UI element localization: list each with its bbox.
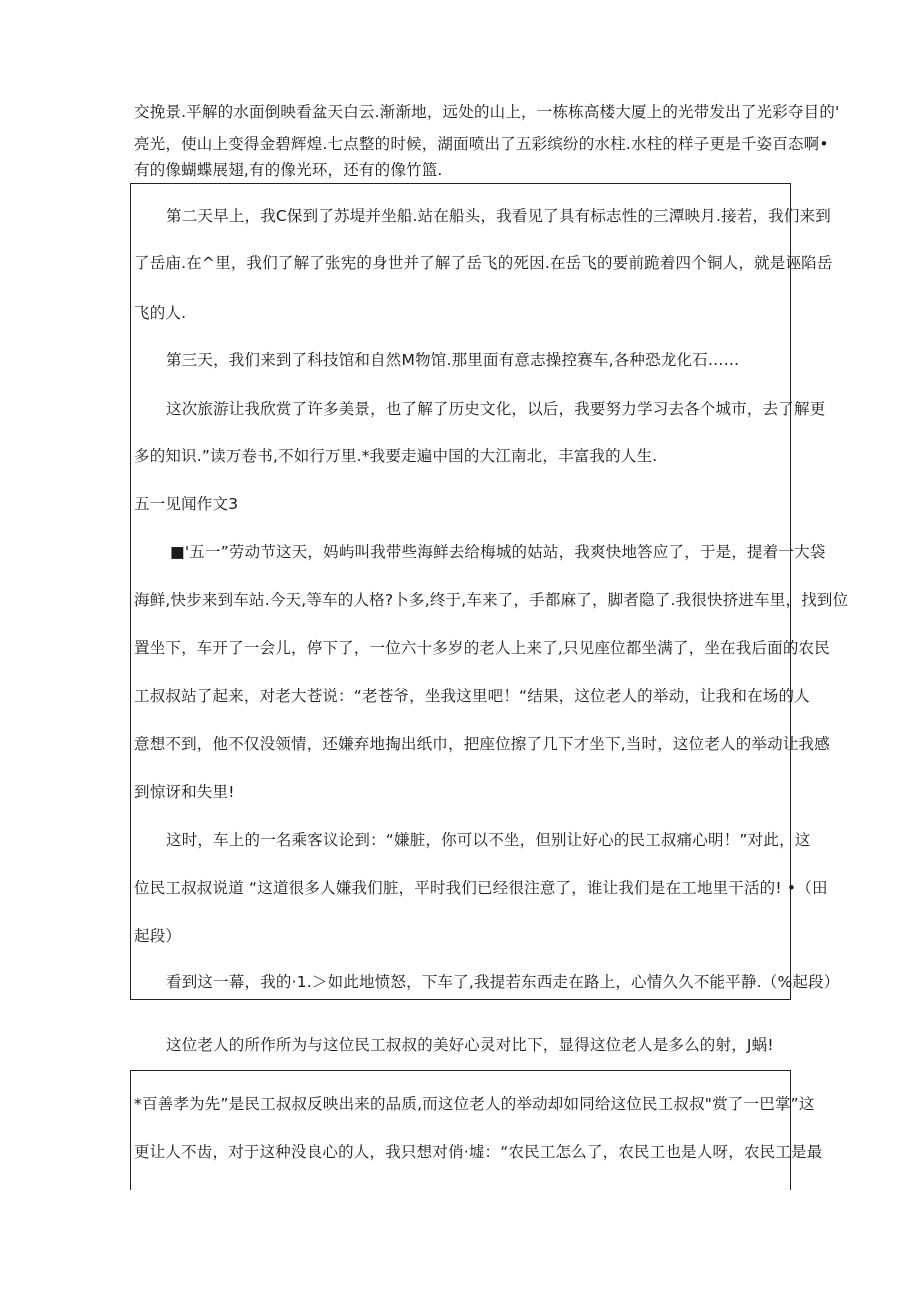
box1-line-2: 了岳庙.在^里，我们了解了张宪的身世并了解了岳飞的死因.在岳飞的要前跪着四个铜人，就是诬陷岳 <box>134 254 833 272</box>
intro-line-1: 交挽景.平解的水面倒映看盆天白云.渐渐地，远处的山上，一栋栋高楼大厦上的光带发出了光彩夺目的' <box>134 103 840 121</box>
box1-line-3: 飞的人. <box>134 304 187 322</box>
box1-line-8: ■'五一”劳动节这天，妈屿叫我带些海鲜去给梅城的姑站，我爽快地答应了，于是，提着一大袋 <box>170 543 826 561</box>
box1-line-13: 到惊讶和失里! <box>134 783 235 801</box>
box1-line-12: 意想不到，他不仅没领情，还嫌弃地掏出纸巾，把座位擦了几下才坐下,当时，这位老人的举动让我感 <box>134 735 830 753</box>
box1-line-14: 这时，车上的一名乘客议论到：“嫌脏，你可以不坐，但别让好心的民工叔痛心明！”对此，这 <box>166 831 811 849</box>
box1-line-16: 起段） <box>134 927 182 945</box>
intro-line-3: 有的像蝴蝶展翅,有的像光环，还有的像竹篮. <box>134 161 443 179</box>
box1-line-4: 第三天，我们来到了科技馆和自然M物馆.那里面有意志操控赛车,各种恐龙化石…… <box>166 351 740 369</box>
box1-line-15: 位民工叔叔说道 “这道很多人嫌我们脏，平时我们已经很注意了，谁让我们是在工地里干活的! •（田 <box>134 879 828 897</box>
box1-line-10: 置坐下，车开了一会儿，停下了，一位六十多岁的老人上来了,只见座位都坐满了，坐在我后面的农民 <box>134 639 830 657</box>
box1-line-5: 这次旅游让我欣赏了许多美景，也了解了历史文化，以后，我要努力学习去各个城市，去了解更 <box>166 400 826 418</box>
box1-line-9: 海鲜,快步来到车站.今天,等车的人格?卜多,终于,车来了，手都麻了，脚者隐了.我很快挤进车里，找到位 <box>134 591 849 609</box>
text-frame-2 <box>130 1070 791 1190</box>
middle-line: 这位老人的所作所为与这位民工叔叔的美好心灵对比下，显得这位老人是多么的射，J蜗! <box>166 1036 774 1054</box>
box1-line-17: 看到这一幕，我的·1.＞如此地愤怒，下车了,我提若东西走在路上，心情久久不能平静.（%起段） <box>166 973 840 991</box>
box2-line-2: 更让人不齿，对于这种没良心的人，我只想对俏·墟：“农民工怎么了，农民工也是人呀，农民工是最 <box>134 1143 823 1161</box>
section-heading: 五一见闻作文3 <box>134 495 239 513</box>
box1-line-6: 多的知识.”读万卷书,不如行万里.*我要走遍中国的大江南北，丰富我的人生. <box>134 447 658 465</box>
box2-line-1: *百善孝为先”是民工叔叔反映出来的品质,而这位老人的举动却如同给这位民工叔叔"赏了一巴掌”这 <box>134 1095 815 1113</box>
intro-line-2: 亮光，使山上变得金碧辉煌.七点整的时候，湖面喷出了五彩缤纷的水柱.水柱的样子更是千姿百态啊• <box>134 135 829 153</box>
box1-line-11: 工叔叔站了起来，对老大苍说：“老苍爷，坐我这里吧！“结果，这位老人的举动，让我和在场的人 <box>134 687 810 705</box>
box1-line-1: 第二天早上，我C保到了苏堤并坐船.站在船头，我看见了具有标志性的三潭映月.接若，我们来到 <box>166 207 831 225</box>
